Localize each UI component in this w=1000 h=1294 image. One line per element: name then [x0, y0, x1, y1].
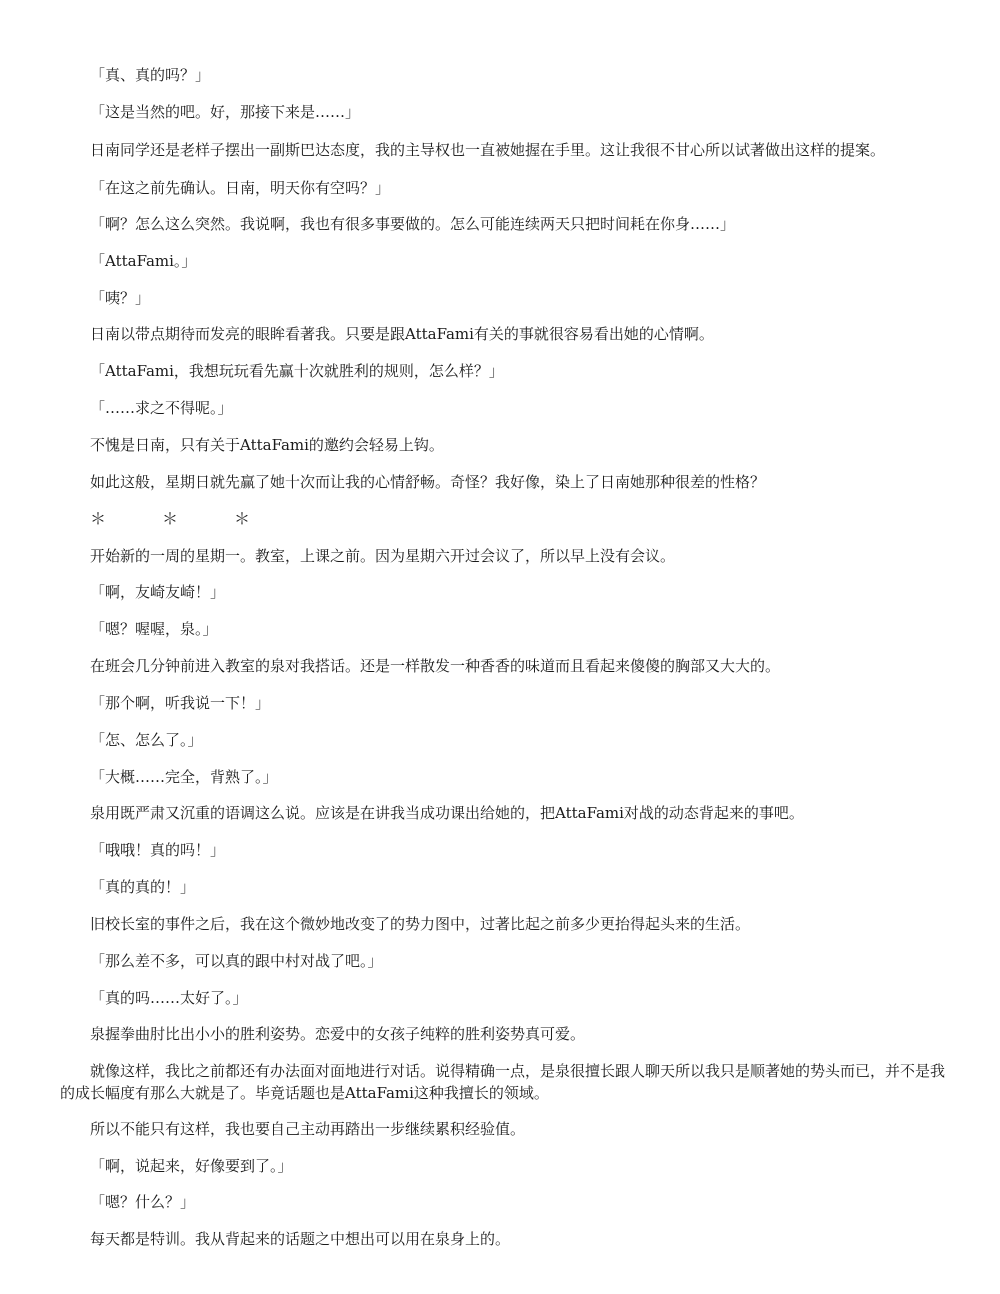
paragraph: 「嗯？什么？」 — [90, 1193, 196, 1211]
paragraph: 「大概……完全，背熟了。」 — [90, 768, 278, 786]
paragraph: 「哦哦！真的吗！」 — [90, 841, 226, 859]
paragraph: 日南同学还是老样子摆出一副斯巴达态度，我的主导权也一直被她握在手里。这让我很不甘心所以试著做出这样的提案。 — [90, 141, 886, 159]
paragraph: 「那么差不多，可以真的跟中村对战了吧。」 — [90, 952, 383, 970]
paragraph: 「……求之不得呢。」 — [90, 399, 233, 417]
paragraph: 「真、真的吗？」 — [90, 66, 211, 84]
paragraph: 「啊，友崎友崎！」 — [90, 583, 226, 601]
paragraph: 泉用既严肃又沉重的语调这么说。应该是在讲我当成功课出给她的，把AttaFami对战的动态背起来的事吧。 — [90, 804, 804, 822]
paragraph: 旧校长室的事件之后，我在这个微妙地改变了的势力图中，过著比起之前多少更抬得起头来的生活。 — [90, 915, 751, 933]
paragraph: 在班会几分钟前进入教室的泉对我搭话。还是一样散发一种香香的味道而且看起来傻傻的胸部又大大的。 — [90, 657, 781, 675]
paragraph: 「嗯？喔喔，泉。」 — [90, 620, 218, 638]
paragraph: 「啊？怎么这么突然。我说啊，我也有很多事要做的。怎么可能连续两天只把时间耗在你身……」 — [90, 215, 736, 233]
paragraph: 「AttaFami。」 — [90, 252, 197, 270]
paragraph: 就像这样，我比之前都还有办法面对面地进行对话。说得精确一点，是泉很擅长跟人聊天所以我只是顺著她的势头而已，并不是我的成长幅度有那么大就是了。毕竟话题也是AttaFami这种我擅长的领域。 — [60, 1062, 946, 1102]
paragraph: 「真的真的！」 — [90, 878, 196, 896]
paragraph: 「这是当然的吧。好，那接下来是……」 — [90, 103, 361, 121]
paragraph: 「在这之前先确认。日南，明天你有空吗？」 — [90, 179, 391, 197]
paragraph: 开始新的一周的星期一。教室，上课之前。因为星期六开过会议了，所以早上没有会议。 — [90, 547, 676, 565]
paragraph: 「那个啊，听我说一下！」 — [90, 694, 271, 712]
paragraph: 所以不能只有这样，我也要自己主动再踏出一步继续累积经验值。 — [90, 1120, 526, 1138]
paragraph: 日南以带点期待而发亮的眼眸看著我。只要是跟AttaFami有关的事就很容易看出她的心情啊。 — [90, 325, 714, 343]
paragraph: 不愧是日南，只有关于AttaFami的邀约会轻易上钩。 — [90, 436, 444, 454]
paragraph: 泉握拳曲肘比出小小的胜利姿势。恋爱中的女孩子纯粹的胜利姿势真可爱。 — [90, 1025, 586, 1043]
paragraph: 每天都是特训。我从背起来的话题之中想出可以用在泉身上的。 — [90, 1230, 511, 1248]
scene-break: ＊ ＊ ＊ — [90, 509, 271, 528]
paragraph: 「AttaFami，我想玩玩看先赢十次就胜利的规则，怎么样？」 — [90, 362, 504, 380]
paragraph: 「咦？」 — [90, 289, 151, 307]
paragraph: 「怎、怎么了。」 — [90, 731, 203, 749]
paragraph: 如此这般，星期日就先赢了她十次而让我的心情舒畅。奇怪？我好像，染上了日南她那种很差的性格？ — [90, 473, 766, 491]
paragraph: 「啊，说起来，好像要到了。」 — [90, 1157, 293, 1175]
paragraph: 「真的吗……太好了。」 — [90, 989, 248, 1007]
